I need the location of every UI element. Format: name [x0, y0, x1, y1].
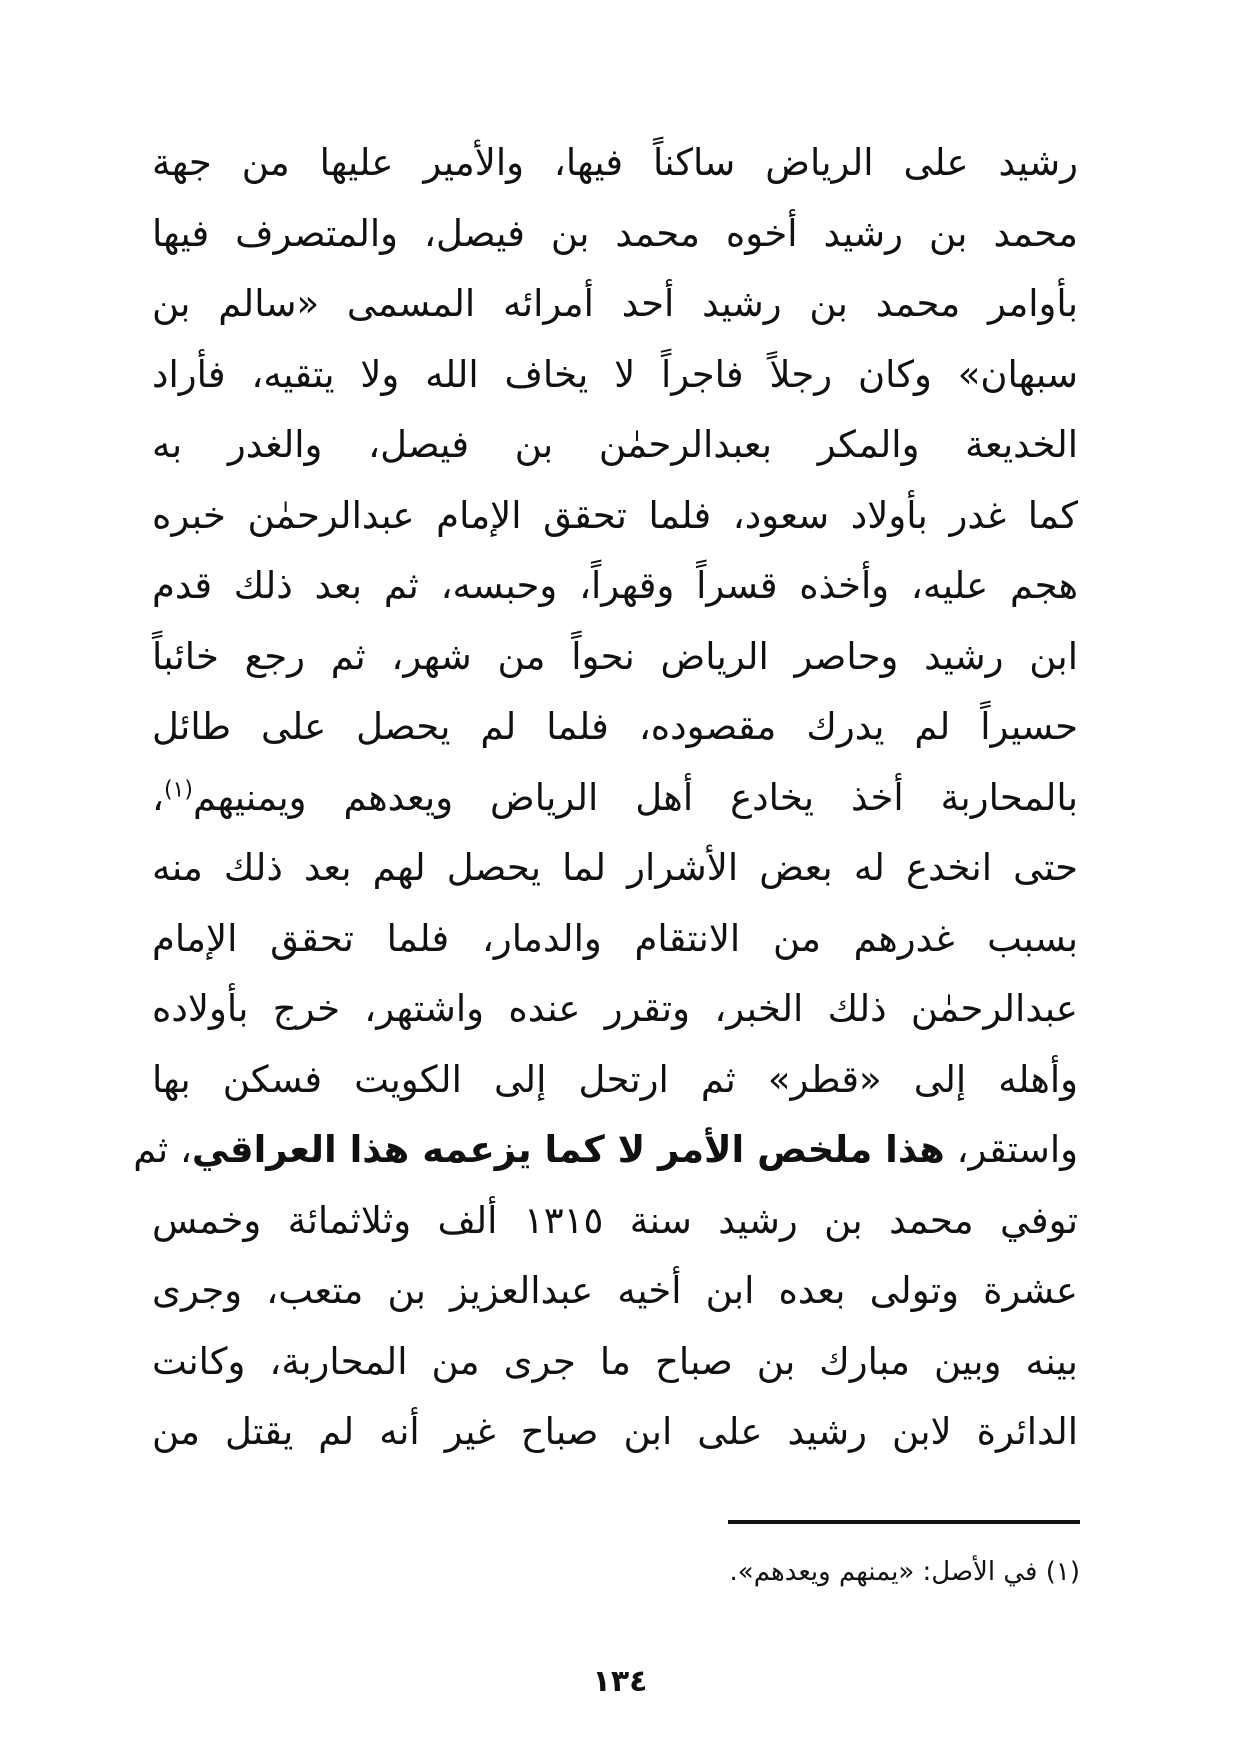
text-line-9: حسيراً لم يدرك مقصوده، فلما لم يحصل على طائل: [152, 705, 1078, 748]
bold-emphasis: هذا ملخص الأمر لا كما يزعمه هذا العراقي: [191, 1128, 945, 1171]
text-line-15-end: ، ثم: [133, 1128, 192, 1171]
text-line-1: رشيد على الرياض ساكناً فيها، والأمير عليها من جهة: [152, 141, 1078, 184]
text-line-15: [133, 1115, 1078, 1186]
text-line-5: الخديعة والمكر بعبدالرحمٰن بن فيصل، والغدر به: [152, 423, 1078, 466]
footnote-reference[interactable]: (١): [163, 777, 193, 803]
footnote: (١) في الأصل: «يمنهم ويعدهم».: [729, 1557, 1080, 1587]
text-line-13: عبدالرحمٰن ذلك الخبر، وتقرر عنده واشتهر، خرج بأولاده: [152, 987, 1078, 1030]
page-number: ١٣٤: [592, 1664, 648, 1699]
text-line-11: حتى انخدع له بعض الأشرار لما يحصل لهم بعد ذلك منه: [152, 846, 1078, 889]
text-line-8: ابن رشيد وحاصر الرياض نحواً من شهر، ثم رجع خائباً: [152, 634, 1078, 678]
text-line-19: الدائرة لابن رشيد على ابن صباح غير أنه لم يقتل من: [152, 1410, 1078, 1453]
footnote-divider: [728, 1520, 1080, 1524]
text-line-10: [152, 763, 1078, 834]
text-line-17: عشرة وتولى بعده ابن أخيه عبدالعزيز بن متعب، وجرى: [152, 1269, 1078, 1312]
text-line-18: بينه وبين مبارك بن صباح ما جرى من المحاربة، وكانت: [152, 1339, 1078, 1383]
text-line-16: توفي محمد بن رشيد سنة ١٣١٥ ألف وثلاثمائة وخمس: [152, 1198, 1078, 1242]
text-line-7: هجم عليه، وأخذه قسراً وقهراً، وحبسه، ثم بعد ذلك قدم: [152, 564, 1078, 607]
text-line-2: محمد بن رشيد أخوه محمد بن فيصل، والمتصرف فيها: [152, 211, 1078, 255]
text-line-15-start: واستقر،: [956, 1128, 1078, 1171]
text-line-14: وأهله إلى «قطر» ثم ارتحل إلى الكويت فسكن بها: [152, 1057, 1078, 1101]
text-line-12: بسبب غدرهم من الانتقام والدمار، فلما تحقق الإمام: [152, 916, 1078, 960]
text-line-10-main: بالمحاربة أخذ يخادع أهل الرياض ويعدهم ويمنيهم: [192, 775, 1078, 819]
text-line-4: سبهان» وكان رجلاً فاجراً لا يخاف الله ولا يتقيه، فأراد: [152, 352, 1078, 396]
text-line-3: بأوامر محمد بن رشيد أحد أمرائه المسمى «سالم بن: [152, 282, 1078, 325]
text-line-10-comma: ،: [152, 775, 164, 819]
text-line-6: كما غدر بأولاد سعود، فلما تحقق الإمام عبدالرحمٰن خبره: [152, 493, 1078, 537]
main-text-block: [133, 128, 1078, 1468]
